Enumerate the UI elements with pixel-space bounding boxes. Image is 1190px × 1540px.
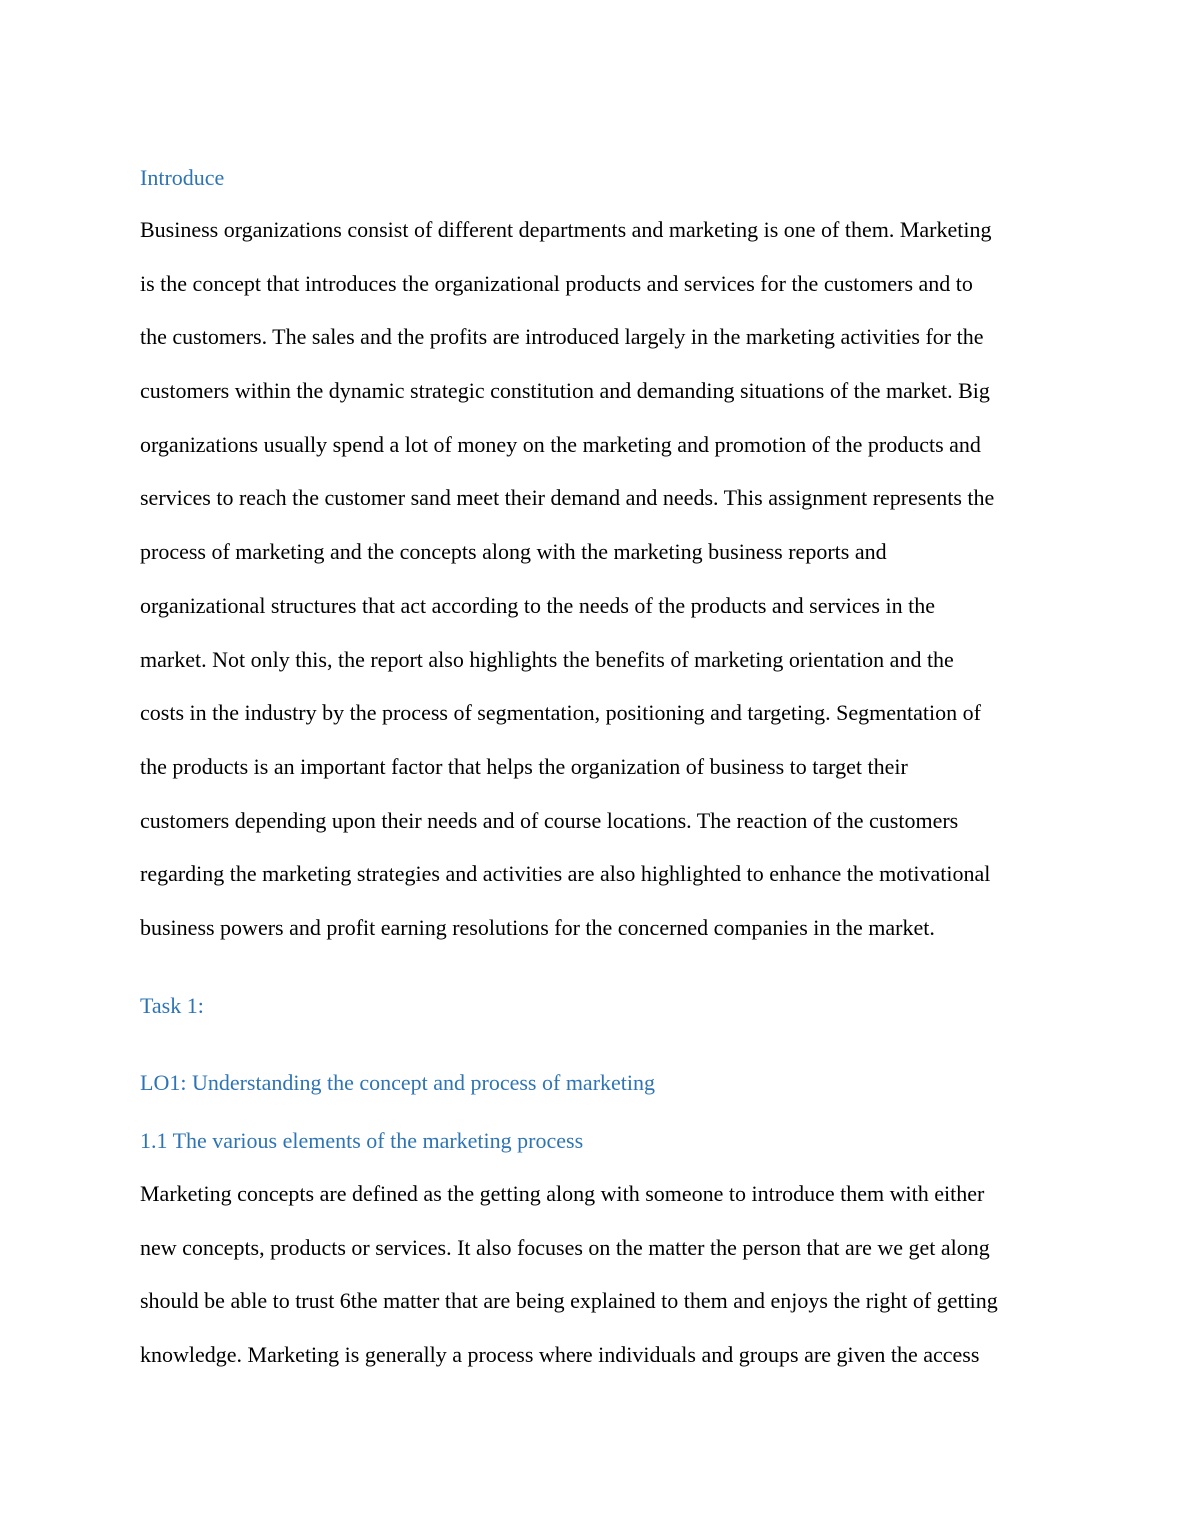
paragraph-line: customers depending upon their needs and of course locations. The reaction of the customers [140,807,959,833]
paragraph-line: organizations usually spend a lot of money on the marketing and promotion of the products and [140,431,981,457]
paragraph-line: regarding the marketing strategies and activities are also highlighted to enhance the motivational [140,861,991,887]
paragraph-line: process of marketing and the concepts along with the marketing business reports and [140,539,887,565]
paragraph-line: costs in the industry by the process of segmentation, positioning and targeting. Segmentation of [140,700,981,726]
paragraph-line: Business organizations consist of different departments and marketing is one of them. Marketing [140,217,992,242]
heading-introduce: Introduce [140,165,225,190]
section-paragraph [140,1180,1055,1395]
heading-lo1: LO1: Understanding the concept and process of marketing [140,1070,656,1095]
paragraph-line: should be able to trust 6the matter that are being explained to them and enjoys the right of getting [140,1288,998,1314]
paragraph-line: Marketing concepts are defined as the getting along with someone to introduce them with either [140,1181,985,1206]
paragraph-line: customers within the dynamic strategic constitution and demanding situations of the market. Big [140,378,990,404]
paragraph-line: is the concept that introduces the organizational products and services for the customers and to [140,270,973,296]
paragraph-line: services to reach the customer sand meet their demand and needs. This assignment represents the [140,485,995,511]
paragraph-line: the customers. The sales and the profits are introduced largely in the marketing activities for the [140,324,984,350]
heading-task-1: Task 1: [140,993,204,1018]
paragraph-line: new concepts, products or services. It also focuses on the matter the person that are we get along [140,1234,990,1260]
heading-section-1-1: 1.1 The various elements of the marketing process [140,1128,584,1153]
paragraph-line: business powers and profit earning resolutions for the concerned companies in the market. [140,914,935,940]
intro-paragraph [140,216,1055,968]
paragraph-line: knowledge. Marketing is generally a process where individuals and groups are given the access [140,1342,980,1368]
paragraph-line: the products is an important factor that helps the organization of business to target their [140,753,908,779]
paragraph-line: market. Not only this, the report also highlights the benefits of marketing orientation and the [140,646,954,672]
paragraph-line: organizational structures that act according to the needs of the products and services in the [140,592,935,618]
